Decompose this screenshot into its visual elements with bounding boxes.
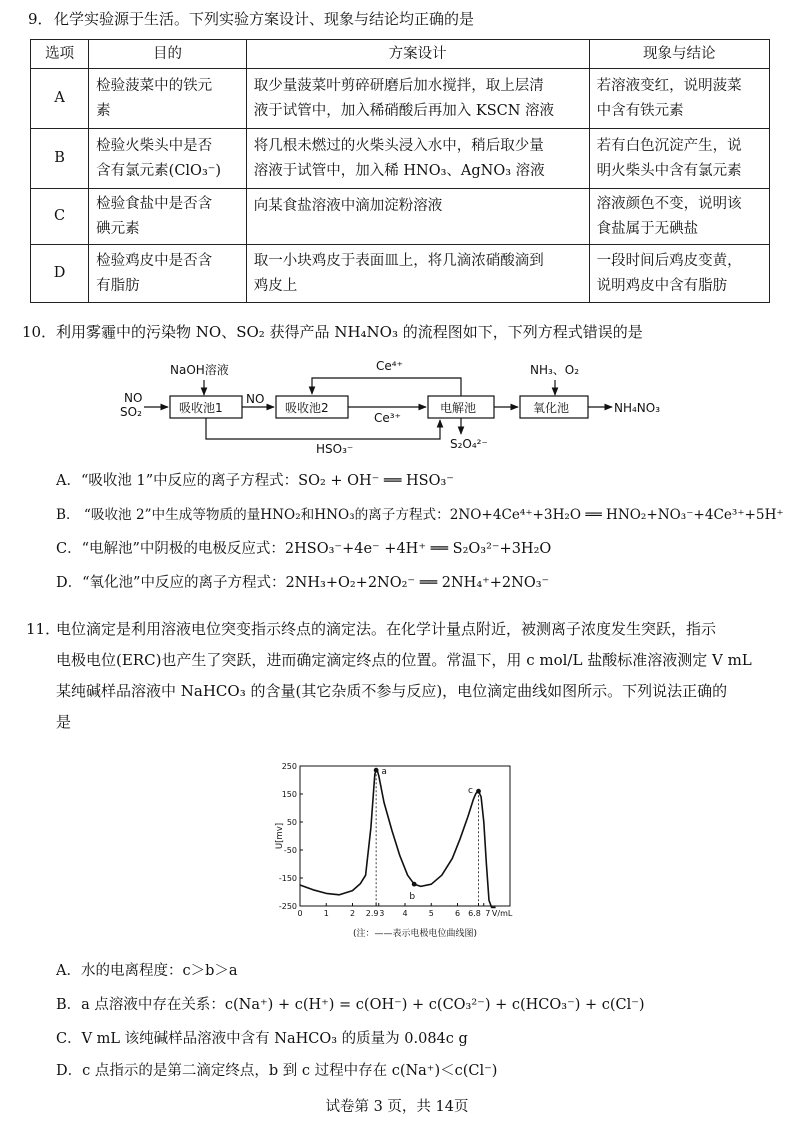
point-c <box>476 789 481 794</box>
q10-choice-b: B． “吸收池 2”中生成等物质的量HNO₂和HNO₃的离子方程式：2NO+4Ce⁴⁺+3H₂O ══ HNO₂+NO₃⁻+4Ce³⁺+5H⁺ <box>56 507 784 523</box>
row-label: C <box>31 189 89 245</box>
flow-input-so2: SO₂ <box>120 405 142 419</box>
x-tick-label: 2.9 <box>365 909 379 918</box>
q11-chart <box>272 756 552 956</box>
cell-line: 检验鸡皮中是否含 <box>96 252 213 269</box>
flow-ce4-label: Ce⁴⁺ <box>376 359 403 373</box>
flow-s2o4-label: S₂O₄²⁻ <box>450 437 488 451</box>
q9-header-design: 方案设计 <box>246 40 589 69</box>
cell-line: 取少量菠菜叶剪碎研磨后加水搅拌，取上层清 <box>253 77 544 94</box>
q11-choice-c: C．V mL 该纯碱样品溶液中含有 NaHCO₃ 的质量为 0.084c g <box>56 1031 468 1047</box>
y-tick-label: 150 <box>281 790 297 799</box>
cell-line: 有脂肪 <box>96 277 140 294</box>
x-tick-label: 3 <box>379 909 385 918</box>
q10-number: 10． <box>22 323 57 341</box>
q11-choice-d: D．c 点指示的是第二滴定终点，b 到 c 过程中存在 c(Na⁺)＜c(Cl⁻) <box>56 1063 498 1079</box>
x-tick-label: 2 <box>349 909 356 918</box>
row-purpose <box>89 69 247 129</box>
flow-electrolysis-label: 电解池 <box>440 401 477 415</box>
cell-line: 一段时间后鸡皮变黄， <box>596 252 742 269</box>
cell-line: 液于试管中，加入稀硝酸后再加入 KSCN 溶液 <box>253 102 555 119</box>
q9-table <box>30 39 770 303</box>
q11-choice-b: B．a 点溶液中存在关系：c(Na⁺) + c(H⁺) = c(OH⁻) + c(CO₃²⁻) + c(HCO₃⁻) + c(Cl⁻) <box>56 997 645 1013</box>
flow-no-label: NO <box>246 392 265 406</box>
q11-stem-line: 某纯碱样品溶液中 NaHCO₃ 的含量(其它杂质不参与反应)，电位滴定曲线如图所示。下列说法正确的 <box>56 682 728 700</box>
q9-table-header <box>31 40 770 69</box>
flow-ce3-label: Ce³⁺ <box>374 411 401 425</box>
row-label: B <box>31 129 89 189</box>
chart-note: (注：——表示电极电位曲线图) <box>352 929 478 939</box>
point-label-a: a <box>381 767 387 778</box>
page-footer: 试卷第 3 页，共 14页 <box>325 1099 469 1115</box>
flow-reagents-label: NH₃、O₂ <box>530 363 580 377</box>
x-tick-label: 4 <box>402 909 408 918</box>
row-purpose <box>89 189 247 245</box>
q9-stem <box>28 8 474 30</box>
table-row <box>31 189 770 245</box>
q10-stem <box>22 321 643 343</box>
flow-pool2-label: 吸收池2 <box>285 401 329 415</box>
cell-line: 素 <box>96 102 111 119</box>
cell-line: 取一小块鸡皮于表面皿上，将几滴浓硝酸滴到 <box>253 252 544 269</box>
row-design <box>246 245 589 303</box>
cell-line: 说明鸡皮中含有脂肪 <box>596 277 728 294</box>
x-tick-label: 6.8 <box>468 909 481 918</box>
x-axis-title: V/mL <box>491 909 513 918</box>
row-design <box>246 129 589 189</box>
x-tick-label: 0 <box>297 909 303 918</box>
row-result <box>589 129 769 189</box>
potential-curve <box>300 770 496 907</box>
point-a <box>374 768 379 773</box>
flow-pool1-label: 吸收池1 <box>179 401 223 415</box>
row-result <box>589 245 769 303</box>
flow-arrow <box>312 378 461 396</box>
cell-line: 中含有铁元素 <box>596 102 684 119</box>
q11-number: 11． <box>26 620 61 638</box>
q10-choice-a: A．“吸收池 1”中反应的离子方程式：SO₂ + OH⁻ ══ HSO₃⁻ <box>56 473 454 489</box>
q11-choice-a: A．水的电离程度：c＞b＞a <box>56 963 238 979</box>
table-row <box>31 69 770 129</box>
cell-line: 食盐属于无碘盐 <box>596 220 699 237</box>
cell-line: 溶液于试管中，加入稀 HNO₃、AgNO₃ 溶液 <box>253 162 545 179</box>
q9-number: 9． <box>28 10 53 28</box>
q11-stem-line: 是 <box>56 713 72 731</box>
cell-line: 明火柴头中含有氯元素 <box>596 162 742 179</box>
y-tick-label: 50 <box>286 818 297 827</box>
flow-input-no: NO <box>124 391 143 405</box>
flow-oxidation-label: 氧化池 <box>533 401 570 415</box>
cell-line: 检验菠菜中的铁元 <box>96 77 213 94</box>
x-tick-label: 7 <box>485 909 491 918</box>
row-label: A <box>31 69 89 129</box>
row-label: D <box>31 245 89 303</box>
point-label-b: b <box>409 892 416 903</box>
point-label-c: c <box>468 786 473 797</box>
flow-hso3-label: HSO₃⁻ <box>316 442 354 456</box>
cell-line: 检验食盐中是否含 <box>96 195 213 212</box>
y-axis-title: U[mv] <box>275 822 285 850</box>
row-result <box>589 189 769 245</box>
q10-choice-d: D．“氧化池”中反应的离子方程式：2NH₃+O₂+2NO₂⁻ ══ 2NH₄⁺+2NO₃⁻ <box>56 575 550 591</box>
flow-product-label: NH₄NO₃ <box>614 401 661 415</box>
row-purpose <box>89 129 247 189</box>
y-tick-label: -50 <box>283 846 297 855</box>
x-tick-label: 5 <box>428 909 434 918</box>
y-tick-label: -150 <box>278 874 297 883</box>
cell-line: 检验火柴头中是否 <box>96 137 213 154</box>
flow-naoh-label: NaOH溶液 <box>170 363 229 377</box>
cell-line: 若溶液变红，说明菠菜 <box>596 77 742 94</box>
cell-line: 向某食盐溶液中滴加淀粉溶液 <box>253 198 443 214</box>
point-b <box>412 882 417 887</box>
q9-header-option: 选项 <box>31 40 89 69</box>
row-purpose <box>89 245 247 303</box>
cell-line: 溶液颜色不变，说明该 <box>596 195 742 212</box>
q9-stem-text: 化学实验源于生活。下列实验方案设计、现象与结论均正确的是 <box>54 10 475 28</box>
q11-stem-line: 电位滴定是利用溶液电位突变指示终点的滴定法。在化学计量点附近，被测离子浓度发生突跃，指示 <box>56 620 717 638</box>
row-design <box>246 69 589 129</box>
cell-line: 碘元素 <box>96 220 140 237</box>
q11-stem <box>26 614 770 738</box>
row-result <box>589 69 769 129</box>
y-tick-label: 250 <box>281 762 297 771</box>
row-design <box>246 189 589 245</box>
q10-flowchart <box>0 352 794 462</box>
q9-header-result: 现象与结论 <box>589 40 769 69</box>
cell-line: 鸡皮上 <box>253 277 298 294</box>
q10-choice-c: C．“电解池”中阴极的电极反应式：2HSO₃⁻+4e⁻ +4H⁺ ══ S₂O₃²⁻+3H₂O <box>56 541 552 557</box>
q10-stem-text: 利用雾霾中的污染物 NO、SO₂ 获得产品 NH₄NO₃ 的流程图如下，下列方程式错误的是 <box>56 323 643 341</box>
table-row <box>31 129 770 189</box>
x-tick-label: 1 <box>323 909 329 918</box>
cell-line: 若有白色沉淀产生，说 <box>596 137 742 154</box>
cell-line: 将几根未燃过的火柴头浸入水中，稍后取少量 <box>253 137 544 154</box>
q11-stem-line: 电极电位(ERC)也产生了突跃，进而确定滴定终点的位置。常温下，用 c mol/L 盐酸标准溶液测定 V mL <box>56 651 752 669</box>
x-tick-label: 6 <box>454 909 461 918</box>
q9-header-purpose: 目的 <box>89 40 247 69</box>
flow-arrow <box>206 418 440 439</box>
table-row <box>31 245 770 303</box>
y-tick-label: -250 <box>278 902 297 911</box>
cell-line: 含有氯元素(ClO₃⁻) <box>96 162 222 179</box>
